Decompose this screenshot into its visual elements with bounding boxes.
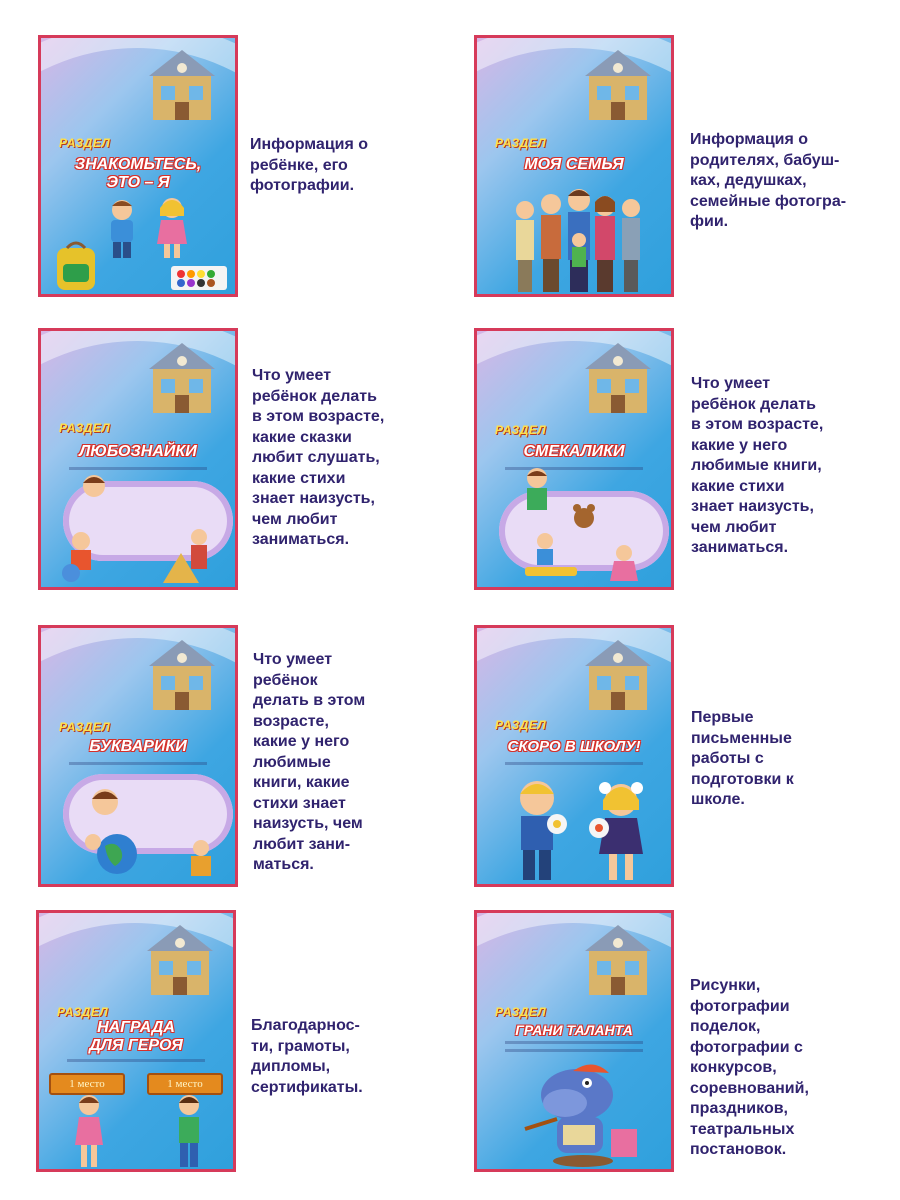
- first-place-ribbon: 1 место: [147, 1073, 223, 1095]
- house-illustration: [575, 636, 661, 714]
- girl-illustration: [153, 196, 191, 260]
- section-title: НАГРАДА ДЛЯ ГЕРОЯ: [89, 1019, 183, 1054]
- section-cover-moya-semya: [474, 35, 674, 297]
- boy-illustration: [517, 466, 557, 512]
- child-with-pencil-illustration: [521, 531, 581, 579]
- razdel-label: РАЗДЕЛ: [59, 421, 111, 435]
- razdel-label: РАЗДЕЛ: [57, 1005, 109, 1019]
- section-title: ЛЮБОЗНАЙКИ: [79, 443, 197, 460]
- section-description: Что умеет ребёнок делать в этом возрасте, какие у него любимые книги, какие стихи знает наизусть, чем любит зани- маться.: [253, 651, 366, 873]
- section-description: Что умеет ребёнок делать в этом возрасте, какие у него любимые книги, какие стихи знает наизусть, чем любит заниматься.: [691, 375, 824, 556]
- section-description: Рисунки, фотографии поделок, фотографии с конкурсов, соревнований, праздников, театральных постановок.: [690, 977, 809, 1158]
- subtitle-line: [67, 1059, 205, 1062]
- globe-illustration: [81, 824, 141, 884]
- child-face-illustration: [87, 784, 123, 818]
- house-illustration: [137, 921, 223, 999]
- hippo-artist-illustration: [517, 1059, 647, 1169]
- section-description: Первые письменные работы с подготовки к школе.: [691, 709, 794, 808]
- schoolgirl-illustration: [589, 778, 651, 884]
- razdel-label: РАЗДЕЛ: [495, 136, 547, 150]
- section-title: ЗНАКОМЬТЕСЬ, ЭТО – Я: [74, 156, 202, 191]
- first-place-ribbon: 1 место: [49, 1073, 125, 1095]
- house-illustration: [139, 636, 225, 714]
- girl-illustration: [71, 1093, 107, 1169]
- razdel-label: РАЗДЕЛ: [59, 720, 111, 734]
- teddy-bear-illustration: [569, 501, 599, 531]
- house-illustration: [575, 921, 661, 999]
- child-face-illustration: [79, 471, 109, 501]
- section-description: Информация о ребёнке, его фотографии.: [250, 136, 369, 194]
- family-illustration: [507, 180, 647, 295]
- section-title: СКОРО В ШКОЛУ!: [507, 738, 641, 755]
- section-cover-znakomtes: [38, 35, 238, 297]
- razdel-label: РАЗДЕЛ: [495, 423, 547, 437]
- section-cover-smekaliki: [474, 328, 674, 590]
- section-cover-lyuboznayki: [38, 328, 238, 590]
- section-description: Что умеет ребёнок делать в этом возрасте, какие сказки любит слушать, какие стихи знает наизусть, чем любит заниматься.: [252, 367, 385, 548]
- razdel-label: РАЗДЕЛ: [59, 136, 111, 150]
- boy-illustration: [171, 1093, 207, 1169]
- schoolboy-illustration: [507, 776, 569, 884]
- section-description: Информация о родителях, бабуш- ках, дедушках, семейные фотогра- фии.: [690, 131, 847, 230]
- section-cover-grani-talanta: [474, 910, 674, 1172]
- subtitle-line: [505, 1041, 643, 1044]
- section-description: Благодарнос- ти, грамоты, дипломы, сертификаты.: [251, 1017, 363, 1096]
- section-title: ГРАНИ ТАЛАНТА: [515, 1022, 633, 1038]
- paints-illustration: [169, 260, 233, 294]
- razdel-label: РАЗДЕЛ: [495, 718, 547, 732]
- girl-illustration: [181, 838, 221, 880]
- house-illustration: [575, 46, 661, 124]
- razdel-label: РАЗДЕЛ: [495, 1005, 547, 1019]
- backpack-illustration: [51, 238, 101, 293]
- children-playing-illustration: [161, 527, 211, 585]
- child-with-ball-illustration: [61, 531, 103, 583]
- section-cover-skoro-v-shkolu: [474, 625, 674, 887]
- section-title: МОЯ СЕМЬЯ: [524, 156, 624, 173]
- section-cover-bukvariki: [38, 625, 238, 887]
- subtitle-line: [69, 467, 207, 470]
- house-illustration: [139, 339, 225, 417]
- girl-illustration: [603, 543, 645, 585]
- house-illustration: [139, 46, 225, 124]
- subtitle-line: [505, 762, 643, 765]
- boy-illustration: [103, 198, 141, 260]
- section-title: СМЕКАЛИКИ: [523, 443, 625, 460]
- section-cover-nagrada-dlya-geroya: [36, 910, 236, 1172]
- section-title: БУКВАРИКИ: [89, 738, 187, 755]
- house-illustration: [575, 339, 661, 417]
- subtitle-line: [69, 762, 207, 765]
- subtitle-line: [505, 1049, 643, 1052]
